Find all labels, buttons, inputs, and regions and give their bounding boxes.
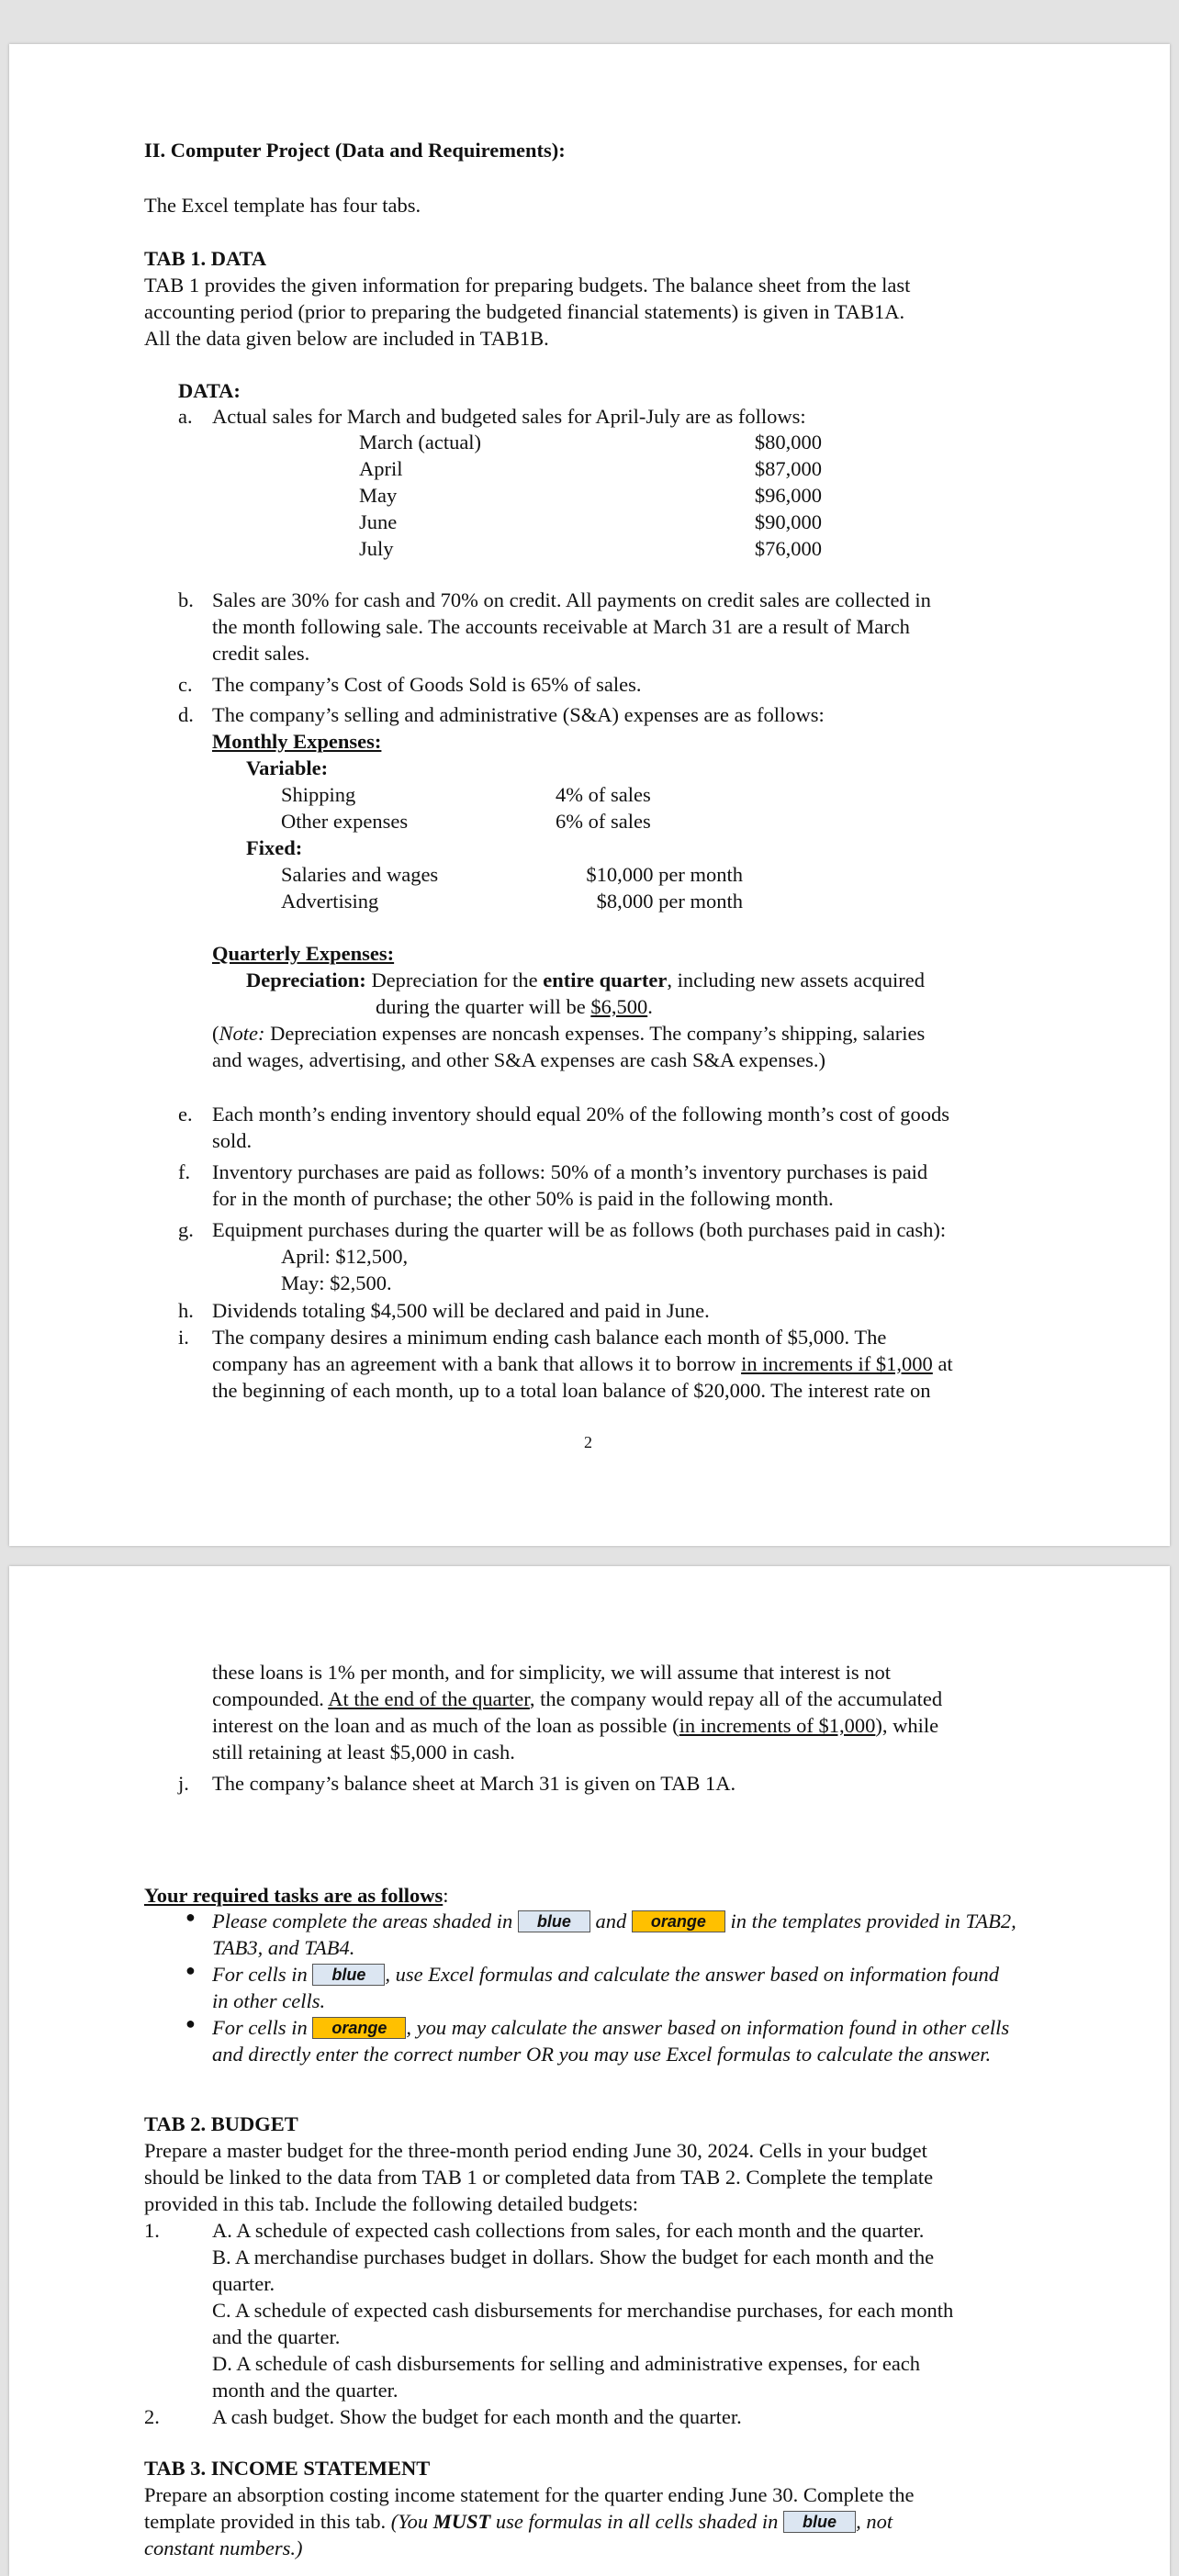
tab3-text: constant numbers.) <box>144 2537 303 2559</box>
expense-label: Other expenses <box>281 810 409 833</box>
depreciation-line <box>246 967 925 993</box>
item-letter: i. <box>178 1326 189 1349</box>
sales-month: April <box>359 457 403 480</box>
item-letter: e. <box>178 1103 193 1126</box>
item-i-underlined: in increments if $1,000 <box>741 1352 933 1375</box>
item-letter: b. <box>178 588 194 611</box>
continued-text: still retaining at least $5,000 in cash. <box>212 1741 515 1764</box>
equipment-april: April: $12,500, <box>281 1245 409 1268</box>
item-b-text: Sales are 30% for cash and 70% on credit. All payments on credit sales are collected in <box>212 588 931 611</box>
sales-amount: $96,000 <box>754 484 822 507</box>
sales-amount: $76,000 <box>754 537 822 560</box>
orange-swatch: orange <box>632 1910 725 1932</box>
underlined-text: in increments of $1,000 <box>679 1714 876 1737</box>
budget-item-a: A. A schedule of expected cash collections from sales, for each month and the quarter. <box>212 2219 925 2242</box>
budget-item-d: month and the quarter. <box>212 2379 399 2402</box>
depreciation-text: during the quarter will be <box>376 995 586 1018</box>
sales-month: June <box>359 510 398 533</box>
tab1-text-line: All the data given below are included in TAB1B. <box>144 327 549 350</box>
blue-swatch: blue <box>518 1910 590 1932</box>
tab3-text: Prepare an absorption costing income statement for the quarter ending June 30. Complete the <box>144 2483 915 2506</box>
expense-value: 6% of sales <box>556 810 651 833</box>
item-i-text-part: company has an agreement with a bank that allows it to borrow <box>212 1352 736 1375</box>
intro-text: The Excel template has four tabs. <box>144 194 421 217</box>
variable-heading: Variable: <box>246 756 329 779</box>
underlined-text: At the end of the quarter <box>328 1687 530 1710</box>
task-bullet-1 <box>212 1908 1016 1934</box>
bullet-icon: ● <box>185 1961 196 1979</box>
item-d-text: The company’s selling and administrative (S&A) expenses are as follows: <box>212 703 825 726</box>
text-part: interest on the loan and as much of the loan as possible ( <box>212 1714 679 1737</box>
continued-text: these loans is 1% per month, and for simplicity, we will assume that interest is not <box>212 1661 892 1684</box>
task-bullet-1-cont: TAB3, and TAB4. <box>212 1936 355 1959</box>
text-part: compounded. <box>212 1687 324 1710</box>
data-heading: DATA: <box>178 379 241 402</box>
continued-text <box>212 1686 942 1712</box>
sales-amount: $80,000 <box>754 431 822 454</box>
text-part: ), while <box>875 1714 939 1737</box>
item-letter: g. <box>178 1218 194 1241</box>
sales-month: May <box>359 484 398 507</box>
text-part: template provided in this tab. <box>144 2510 387 2533</box>
item-letter: h. <box>178 1299 194 1322</box>
tab1-text-line: TAB 1 provides the given information for preparing budgets. The balance sheet from the last <box>144 274 911 297</box>
tasks-heading-text: Your required tasks are as follows <box>144 1884 444 1907</box>
text-part: , you may calculate the answer based on information found in other cells <box>406 2016 1010 2039</box>
depreciation-line-2 <box>376 993 653 1020</box>
item-f-text: Inventory purchases are paid as follows: 50% of a month’s inventory purchases is paid <box>212 1160 928 1183</box>
item-letter: a. <box>178 405 193 428</box>
item-letter: f. <box>178 1160 191 1183</box>
item-letter: c. <box>178 673 193 696</box>
budget-item-b: quarter. <box>212 2272 275 2295</box>
fixed-heading: Fixed: <box>246 836 303 859</box>
expense-label: Advertising <box>281 890 379 913</box>
blue-swatch: blue <box>312 1964 385 1986</box>
item-a-text: Actual sales for March and budgeted sales for April-July are as follows: <box>212 405 806 428</box>
text-part: use formulas in all cells shaded in <box>495 2510 779 2533</box>
sales-month: July <box>359 537 394 560</box>
budget-item-d: D. A schedule of cash disbursements for selling and administrative expenses, for each <box>212 2352 921 2375</box>
sales-amount: $87,000 <box>754 457 822 480</box>
text-part: in the templates provided in TAB2, <box>730 1910 1016 1932</box>
sales-month: March (actual) <box>359 431 482 454</box>
expense-label: Shipping <box>281 783 356 806</box>
depreciation-label: Depreciation: <box>246 969 366 991</box>
item-g-text: Equipment purchases during the quarter will be as follows (both purchases paid in cash): <box>212 1218 947 1241</box>
expense-value: $10,000 per month <box>586 863 743 886</box>
item-letter: j. <box>178 1772 189 1795</box>
cash-budget-item: A cash budget. Show the budget for each month and the quarter. <box>212 2405 742 2428</box>
bullet-icon: ● <box>185 2014 196 2033</box>
text-part: , use Excel formulas and calculate the answer based on information found <box>385 1963 1000 1986</box>
document-page-2 <box>9 1566 1170 2576</box>
blue-swatch: blue <box>783 2511 856 2533</box>
task-bullet-2-cont: in other cells. <box>212 1989 326 2012</box>
depreciation-amount: $6,500 <box>590 995 648 1018</box>
emphasis: MUST <box>432 2510 491 2533</box>
period: . <box>647 995 653 1018</box>
item-i-text <box>212 1350 953 1377</box>
task-bullet-3-cont: and directly enter the correct number OR you may use Excel formulas to calculate the answer. <box>212 2043 992 2066</box>
sales-amount: $90,000 <box>754 510 822 533</box>
depreciation-text: Depreciation for the <box>371 969 538 991</box>
text-part: (You <box>390 2510 429 2533</box>
item-i-text-part: at <box>938 1352 953 1375</box>
continued-text <box>212 1712 938 1739</box>
tab2-text: Prepare a master budget for the three-month period ending June 30, 2024. Cells in your budget <box>144 2139 927 2162</box>
tab3-heading: TAB 3. INCOME STATEMENT <box>144 2457 431 2480</box>
item-i-text: The company desires a minimum ending cash balance each month of $5,000. The <box>212 1326 887 1349</box>
list-number: 2. <box>144 2405 160 2428</box>
note-line-1 <box>212 1020 925 1047</box>
page-number: 2 <box>584 1433 592 1451</box>
section-title: II. Computer Project (Data and Requirements): <box>144 139 566 162</box>
tab1-text-line: accounting period (prior to preparing the budgeted financial statements) is given in TAB1A. <box>144 300 905 323</box>
item-e-text: sold. <box>212 1129 253 1152</box>
depreciation-emphasis: entire quarter <box>543 969 668 991</box>
tab2-text: provided in this tab. Include the following detailed budgets: <box>144 2192 639 2215</box>
note-line-2: and wages, advertising, and other S&A expenses are cash S&A expenses.) <box>212 1048 825 1071</box>
item-j-text: The company’s balance sheet at March 31 is given on TAB 1A. <box>212 1772 736 1795</box>
task-bullet-2 <box>212 1961 999 1988</box>
budget-item-b: B. A merchandise purchases budget in dollars. Show the budget for each month and the <box>212 2246 935 2268</box>
list-number: 1. <box>144 2219 160 2242</box>
item-b-text: credit sales. <box>212 642 310 665</box>
colon: : <box>443 1884 449 1907</box>
text-part: , the company would repay all of the accumulated <box>529 1687 943 1710</box>
item-c-text: The company’s Cost of Goods Sold is 65% of sales. <box>212 673 642 696</box>
tab3-text <box>144 2508 893 2535</box>
equipment-may: May: $2,500. <box>281 1271 392 1294</box>
expense-label: Salaries and wages <box>281 863 439 886</box>
text-part: Please complete the areas shaded in <box>212 1910 513 1932</box>
item-h-text: Dividends totaling $4,500 will be declared and paid in June. <box>212 1299 710 1322</box>
tab2-text: should be linked to the data from TAB 1 or completed data from TAB 2. Complete the template <box>144 2166 934 2189</box>
note-label: Note: <box>219 1022 265 1045</box>
tasks-heading <box>144 1882 449 1909</box>
orange-swatch: orange <box>312 2017 406 2039</box>
expense-value: 4% of sales <box>556 783 651 806</box>
bullet-icon: ● <box>185 1908 196 1926</box>
item-letter: d. <box>178 703 194 726</box>
item-f-text: for in the month of purchase; the other 50% is paid in the following month. <box>212 1187 834 1210</box>
task-bullet-3 <box>212 2014 1009 2041</box>
budget-item-c: and the quarter. <box>212 2325 341 2348</box>
tab1-heading: TAB 1. DATA <box>144 247 267 270</box>
note-text: Depreciation expenses are noncash expenses. The company’s shipping, salaries <box>270 1022 926 1045</box>
tab2-heading: TAB 2. BUDGET <box>144 2112 298 2135</box>
text-part: , not <box>856 2510 893 2533</box>
item-b-text: the month following sale. The accounts receivable at March 31 are a result of March <box>212 615 910 638</box>
depreciation-text: , including new assets acquired <box>667 969 925 991</box>
expense-value: $8,000 per month <box>596 890 743 913</box>
document-page-1 <box>9 44 1170 1546</box>
quarterly-expenses-heading: Quarterly Expenses: <box>212 942 395 965</box>
text-part: For cells in <box>212 2016 308 2039</box>
monthly-expenses-heading: Monthly Expenses: <box>212 730 382 753</box>
budget-item-c: C. A schedule of expected cash disbursements for merchandise purchases, for each month <box>212 2299 954 2322</box>
paren: ( <box>212 1022 219 1045</box>
text-part: and <box>595 1910 627 1932</box>
item-i-text: the beginning of each month, up to a total loan balance of $20,000. The interest rate on <box>212 1379 931 1402</box>
text-part: For cells in <box>212 1963 308 1986</box>
item-e-text: Each month’s ending inventory should equal 20% of the following month’s cost of goods <box>212 1103 950 1126</box>
